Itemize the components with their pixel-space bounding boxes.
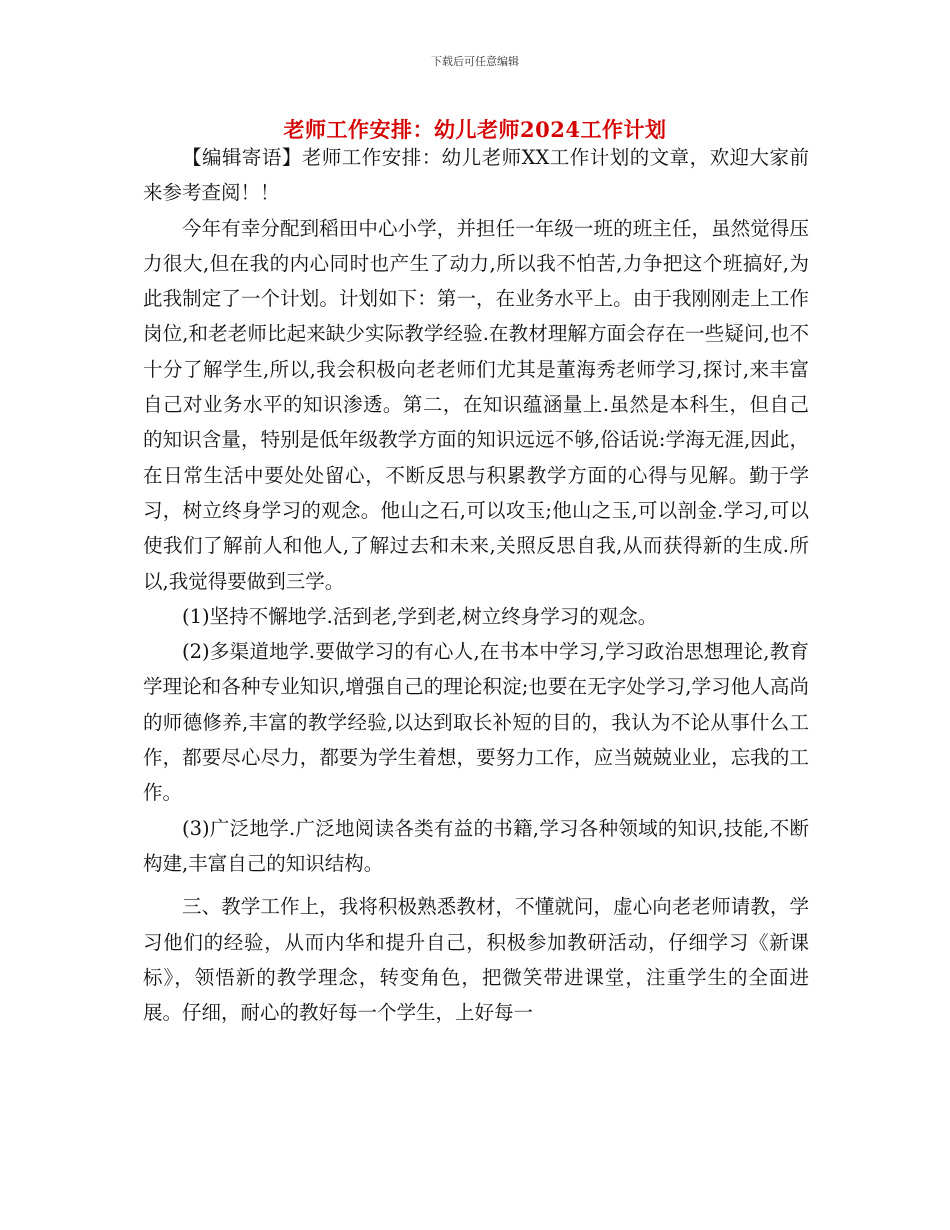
body-paragraph: 今年有幸分配到稻田中心小学，并担任一年级一班的班主任，虽然觉得压力很大,但在我的内心同时也产生了动力,所以我不怕苦,力争把这个班搞好,为此我制定了一个计划。计划如下：第一，在业务水平上。由于我刚刚走上工作岗位,和老老师比起来缺少实际教学经验.在教材理解方面会存在一些疑问,也不十分了解学生,所以,我会积极向老老师们尤其是董海秀老师学习,探讨,来丰富自己对业务水平的知识渗透。第二，在知识蕴涵量上.虽然是本科生，但自己的知识含量，特别是低年级教学方面的知识远远不够,俗话说:学海无涯,因此，在日常生活中要处处留心，不断反思与积累教学方面的心得与见解。勤于学习，树立终身学习的观念。他山之石,可以攻玉;他山之玉,可以剖金.学习,可以使我们了解前人和他人,了解过去和未来,关照反思自我,从而获得新的生成.所以,我觉得要做到三学。	[143, 216, 809, 593]
document-title: 老师工作安排：幼儿老师2024工作计划	[283, 117, 667, 142]
list-item-paragraph: (3)广泛地学.广泛地阅读各类有益的书籍,学习各种领域的知识,技能,不断构建,丰富自己的知识结构。	[143, 816, 809, 875]
list-item-paragraph: (1)坚持不懈地学.活到老,学到老,树立终身学习的观念。	[182, 604, 658, 628]
editor-note-paragraph: 【编辑寄语】老师工作安排：幼儿老师XX工作计划的文章，欢迎大家前来参考查阅！！	[143, 146, 809, 205]
header-note: 下载后可任意编辑	[431, 55, 519, 68]
document-body	[143, 140, 809, 1030]
body-paragraph: 三、教学工作上，我将积极熟悉教材，不懂就问，虚心向老老师请教，学习他们的经验，从而内华和提升自己，积极参加教研活动，仔细学习《新课标》，领悟新的教学理念，转变角色，把微笑带进课堂，注重学生的全面进展。仔细，耐心的教好每一个学生，上好每一	[143, 895, 809, 1025]
list-item-paragraph: (2)多渠道地学.要做学习的有心人,在书本中学习,学习政治思想理论,教育学理论和各种专业知识,增强自己的理论积淀;也要在无字处学习,学习他人高尚的师德修养,丰富的教学经验,以达到取长补短的目的，我认为不论从事什么工作，都要尽心尽力，都要为学生着想，要努力工作，应当兢兢业业，忘我的工作。	[143, 640, 809, 805]
